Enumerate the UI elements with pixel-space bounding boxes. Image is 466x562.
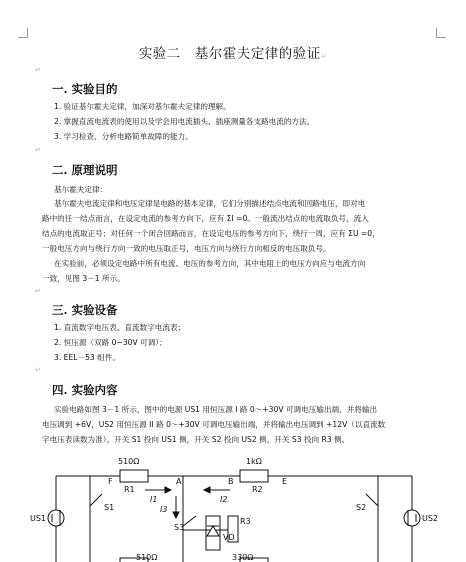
r3-label: R3	[240, 517, 251, 526]
equipment-item-2: 2. 恒压源（双路 0~30V 可调）；	[54, 338, 167, 347]
source-us1	[48, 510, 64, 526]
objective-item-2: 2. 掌握直流电流表的使用以及学会用电流插头、插座测量各支路电流的方法。	[54, 117, 315, 126]
i1-label: I1	[150, 495, 158, 504]
principle-line-5: 在实验前，必须设定电路中所有电流、电压的参考方向，其中电阻上的电压方向应与电流方向	[54, 259, 366, 268]
principle-lead: 基尔霍夫定律：	[54, 185, 108, 194]
content-line-3: 字电压表读数为准）。开关 S1 投向 US1 侧，开关 S2 投向 US2 侧，开关 S3 投向 R3 侧。	[42, 435, 350, 444]
principle-line-4: 一般电压方向与绕行方向一致的电压取正号，电压方向与绕行方向相反的电压取负号。	[42, 244, 331, 253]
paragraph-mark: ↵	[35, 366, 41, 374]
r5-value-label: 330Ω	[232, 553, 254, 562]
i2-label: I2	[220, 495, 228, 504]
r1-value-label: 510Ω	[118, 457, 140, 466]
document-title: 实验二 基尔霍夫定律的验证↵	[138, 46, 328, 62]
r2-value-label: 1kΩ	[246, 457, 262, 466]
principle-line-6: 一致，见图 3－1 所示。	[42, 274, 125, 283]
r2-label: R2	[252, 485, 263, 494]
content-line-2: 电压调到 +6V，US2 用恒压源 II 路 0～+30V 可调电压输出端，并将输出电压调到 +12V（以直流数	[42, 420, 386, 429]
margin-corner-top-left	[18, 28, 28, 38]
switch-s1	[90, 494, 102, 506]
objective-item-3: 3. 学习检查、分析电路简单故障的能力。	[54, 132, 193, 141]
content-line-1: 实验电路如图 3－1 所示，图中的电源 US1 用恒压源 I 路 0～+30V 可调电压输出端，并将输出	[54, 405, 378, 414]
switch-s2	[366, 494, 378, 506]
resistor-r2	[240, 470, 268, 482]
s2-label: S2	[356, 503, 367, 512]
margin-corner-top-right	[436, 28, 446, 38]
equipment-item-3: 3. EEL－53 组件。	[54, 353, 120, 362]
circuit-diagram	[0, 446, 466, 562]
s1-label: S1	[104, 503, 115, 512]
objective-item-1: 1. 验证基尔霍夫定律，加深对基尔霍夫定律的理解。	[54, 102, 231, 111]
section-heading-content: 四. 实验内容	[52, 383, 118, 397]
section-heading-principle: 二. 原理说明	[52, 163, 118, 177]
s3-label: S3	[174, 523, 185, 532]
us1-label: US1	[30, 514, 47, 523]
switch-s3	[183, 516, 196, 526]
principle-line-2: 路中的任一结点而言，在设定电流的参考方向下，应有 ΣI =0。一般流出结点的电流取负号，流入	[42, 214, 369, 223]
source-us2	[404, 510, 420, 526]
paragraph-mark: ↵	[35, 287, 41, 295]
paragraph-mark: ↵	[35, 66, 41, 74]
r1-label: R1	[124, 485, 135, 494]
node-f-label: F	[108, 477, 113, 486]
paragraph-mark: ↵	[35, 146, 41, 154]
principle-line-1: 基尔霍夫电流定律和电压定律是电路的基本定律，它们分别描述结点电流和回路电压，即对电	[54, 199, 366, 208]
principle-line-3: 结点的电流取正号；对任何一个闭合回路而言，在设定电压的参考方向下，绕行一周，应有 ΣU =0，	[42, 229, 380, 238]
resistor-r1	[120, 470, 148, 482]
node-e-label: E	[282, 477, 288, 486]
section-heading-equipment: 三. 实验设备	[52, 303, 118, 317]
i3-label: I3	[160, 505, 168, 514]
us2-label: US2	[422, 514, 439, 523]
vd-label: VD	[223, 533, 235, 542]
r4-value-label: 510Ω	[136, 553, 158, 562]
node-a-label: A	[176, 477, 182, 486]
equipment-item-1: 1. 直流数字电压表、直流数字电流表；	[54, 323, 186, 332]
section-heading-objectives: 一. 实验目的	[52, 82, 118, 96]
node-b-label: B	[228, 477, 234, 486]
